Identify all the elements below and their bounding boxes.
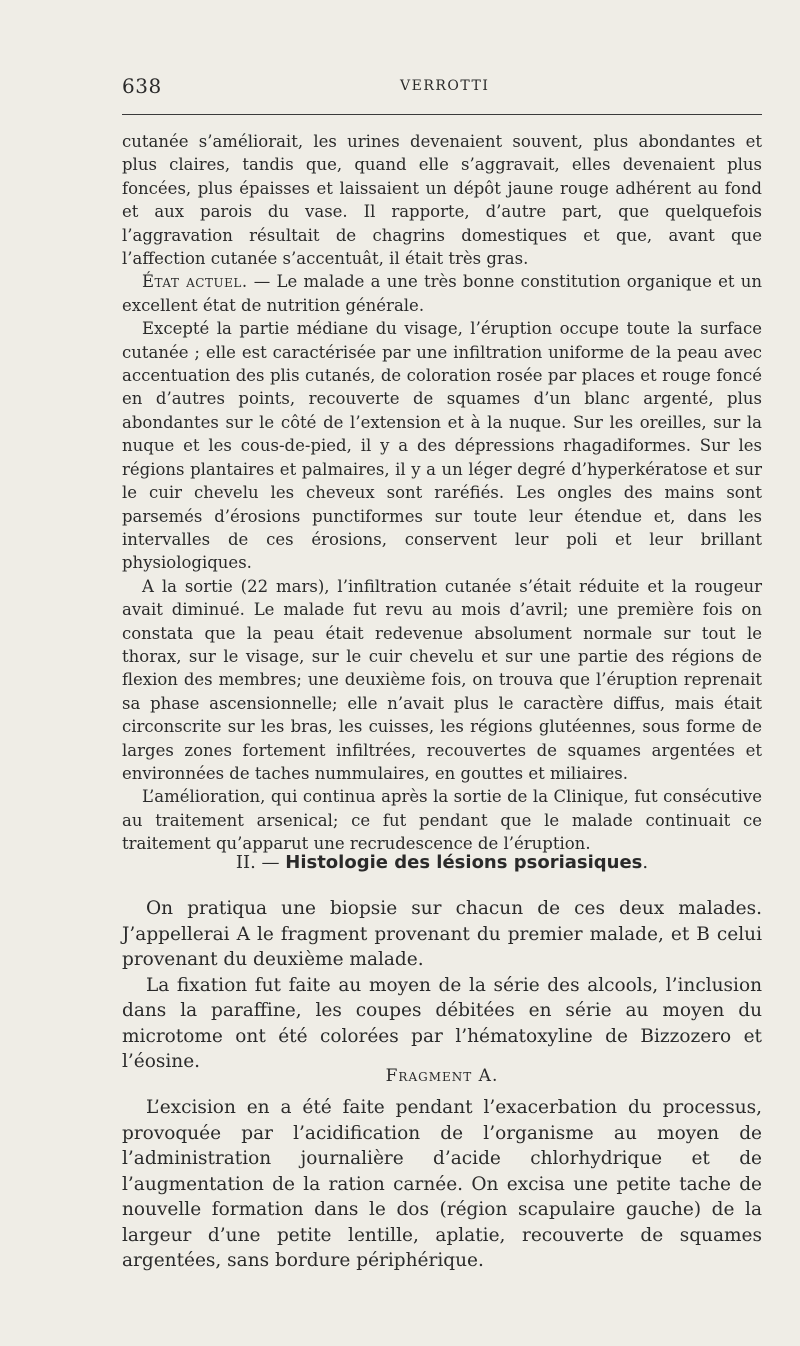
paragraph: L’amélioration, qui continua après la sortie de la Clinique, fut consécutive au traitement arsenical; ce fut pendant que le malade continuait ce traitement qu’apparut une recrudescence de l’éruption. xyxy=(122,787,762,854)
subsection-title: Fragment A. xyxy=(385,1066,499,1086)
paragraph: Excepté la partie médiane du visage, l’éruption occupe toute la surface cutanée ; elle est caractérisée par une infiltration uniforme de la peau avec accentuation des plis cutanés, de coloration rosée par places et rouge foncé en d’autres points, recouverte de squames d’un blanc argenté, plus abondantes sur le côté de l’extension et à la nuque. Sur les oreilles, sur la nuque et les cous-de-pied, il y a des dépressions rhagadiformes. Sur les régions plantaires et palmaires, il y a un léger degré d’hyperkératose et sur le cuir chevelu les cheveux sont raréfiés. Les ongles des mains sont parsemés d’érosions punctiformes sur toute leur étendue et, dans les intervalles de ces érosions, conservent leur poli et leur brillant physiologiques. xyxy=(122,319,762,573)
case-report-text xyxy=(122,130,762,856)
fragment-a-text xyxy=(122,1095,762,1274)
page-number: 638 xyxy=(122,74,162,98)
section-number: II. — xyxy=(235,852,286,873)
paragraph: L’excision en a été faite pendant l’exacerbation du processus, provoquée par l’acidification de l’organisme au moyen de l’administration journalière d’acide chlorhydrique et de l’augmentation de la ration carnée. On excisa une petite tache de nouvelle formation dans le dos (région scapulaire gauche) de la largeur d’une petite lentille, aplatie, recouverte de squames argentées, sans bordure périphérique. xyxy=(122,1097,762,1271)
paragraph: cutanée s’améliorait, les urines devenaient souvent, plus abondantes et plus claires, tandis que, quand elle s’aggravait, elles devenaient plus foncées, plus épaisses et laissaient un dépôt jaune rouge adhérent au fond et aux parois du vase. Il rapporte, d’autre part, que quelquefois l’aggravation résultait de chagrins domestiques et que, avant que l’affection cutanée s’accentuât, il était très gras. xyxy=(122,132,762,269)
page-header xyxy=(122,74,762,100)
paragraph: A la sortie (22 mars), l’infiltration cutanée s’était réduite et la rougeur avait diminué. Le malade fut revu au mois d’avril; une première fois on constata que la peau était redevenue absolument normale sur tout le thorax, sur le visage, sur le cuir chevelu et sur une partie des régions de flexion des membres; une deuxième fois, on trouva que l’éruption reprenait sa phase ascensionnelle; elle n’avait plus le caractère diffus, mais était circonscrite sur les bras, les cuisses, les régions glutéennes, sous forme de larges zones fortement infiltrées, recouvertes de squames argentées et environnées de taches nummulaires, en gouttes et miliaires. xyxy=(122,576,762,783)
section-title-text: Histologie des lésions psoriasiques xyxy=(285,852,643,873)
paragraph: On pratiqua une biopsie sur chacun de ces deux malades. J’appellerai A le fragment provenant du premier malade, et B celui provenant du deuxième malade. xyxy=(122,898,762,970)
paragraph: La fixation fut faite au moyen de la série des alcools, l’inclusion dans la paraffine, les coupes débitées en série au moyen du microtome ont été colorées par l’hématoxyline de Bizzozero et l’éosine. xyxy=(122,974,762,1072)
section-title-end: . xyxy=(642,852,649,873)
inline-heading: État actuel. xyxy=(142,272,248,292)
section-title xyxy=(122,852,762,873)
paragraph-text: — Le malade a une très bonne constitution organique et un excellent état de nutrition générale. xyxy=(122,272,762,315)
paragraph xyxy=(122,270,762,317)
running-head: VERROTTI xyxy=(400,78,490,94)
header-rule xyxy=(122,114,762,115)
methods-text xyxy=(122,896,762,1075)
